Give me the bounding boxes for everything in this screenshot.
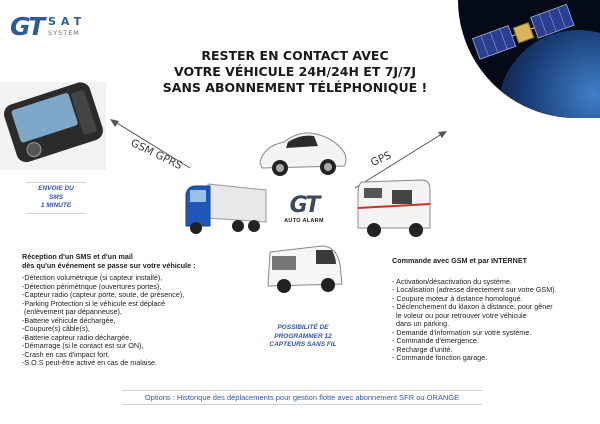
- alert-events-intro: [22, 253, 252, 270]
- list-item: -Crash en cas d'impact fort,: [22, 349, 110, 359]
- truck-image: [182, 178, 268, 240]
- logo-sat-text: SAT: [48, 15, 87, 28]
- gps-label: GPS: [369, 149, 394, 169]
- motorhome-image: [352, 172, 434, 242]
- list-item: (enlèvement par dépanneuse),: [22, 307, 122, 316]
- headline-line-3: SANS ABONNEMENT TÉLÉPHONIQUE !: [162, 80, 428, 95]
- satellite-earth-image: [458, 0, 600, 118]
- center-logo-subtitle: AUTO ALARM: [284, 218, 324, 224]
- list-item: - Commande d'émergence.: [392, 336, 479, 345]
- sms-badge-rule: [26, 182, 86, 183]
- list-item: - Recharge d'unité.: [392, 344, 453, 354]
- list-item: - Commande fonction garage.: [392, 353, 488, 362]
- capteurs-badge-line-2: PROGRAMMER 12: [274, 332, 332, 340]
- list-item: -Démarrage (si le contact est sur ON),: [22, 341, 144, 350]
- gsm-gprs-label: GSM GPRS: [128, 137, 185, 173]
- list-item: - Activation/désactivation du système.: [392, 276, 512, 286]
- list-item: -Batterie capteur radio déchargée,: [22, 332, 132, 342]
- logo-system-text: SYSTEM: [48, 29, 80, 37]
- list-item: -Coupure(s) câble(s),: [22, 324, 90, 333]
- headline: [160, 48, 430, 96]
- capteurs-badge-line-3: CAPTEURS SANS FIL: [269, 341, 337, 348]
- list-item: -Capteur radio (capteur porte, soute, de présence),: [22, 290, 185, 299]
- gt-sat-system-logo: [10, 12, 100, 42]
- list-item: -Détection périmétrique (ouvertures portes),: [22, 281, 162, 291]
- list-item: - Déclenchement du klaxon à distance, pour gêner: [392, 302, 553, 311]
- headline-line-2: VOTRE VÉHICULE 24H/24H ET 7J/7J: [174, 64, 416, 79]
- van-image: [262, 240, 346, 298]
- alert-events-intro-line: Réception d'un SMS et d'un mail: [22, 252, 133, 261]
- sports-car-image: [254, 122, 350, 180]
- list-item: - Coupure moteur à distance homologué.: [392, 293, 523, 303]
- headline-line-1: RESTER EN CONTACT AVEC: [201, 48, 389, 63]
- list-item: dans un parking.: [392, 319, 450, 328]
- sms-badge: [26, 180, 86, 216]
- list-item: le voleur ou pour retrouver votre véhicule: [392, 310, 527, 320]
- options-text: Options : Historique des déplacements pour gestion flotte avec abonnement SFR ou ORANGE: [144, 393, 460, 402]
- capteurs-badge-line-1: POSSIBILITÉ DE: [277, 324, 329, 331]
- sms-badge-line-3: 1 MINUTE: [40, 202, 72, 209]
- options-rule: [122, 390, 482, 391]
- gt-auto-alarm-logo: [280, 194, 328, 228]
- sms-badge-line-2: SMS: [48, 193, 64, 201]
- logo-gt-mark: GT: [10, 12, 44, 41]
- list-item: -Batterie véhicule déchargée,: [22, 315, 116, 325]
- list-item: -Parking Protection si le véhicule est déplacé: [22, 298, 166, 308]
- sms-badge-line-1: ENVOIE DU: [38, 185, 74, 192]
- wireless-sensors-badge: [266, 324, 340, 350]
- options-rule: [122, 404, 482, 405]
- options-footer: [122, 388, 482, 407]
- alert-events-block: [22, 253, 252, 368]
- sms-badge-rule: [26, 213, 86, 214]
- list-item: - Demande d'information sur votre système.: [392, 327, 532, 337]
- list-item: - Localisation (adresse directement sur votre GSM).: [392, 285, 557, 294]
- list-item: -S.O.S peut-être activé en cas de malaise.: [22, 358, 158, 367]
- mobile-phone-image: [0, 82, 106, 170]
- center-logo-gt: GT: [289, 193, 319, 218]
- remote-commands-intro: Commande avec GSM et par INTERNET: [392, 256, 527, 265]
- alert-events-intro-line: dès qu'un événement se passe sur votre véhicule :: [22, 260, 196, 270]
- list-item: -Détection volumétrique (si capteur installé),: [22, 273, 163, 282]
- remote-commands-block: [392, 257, 592, 363]
